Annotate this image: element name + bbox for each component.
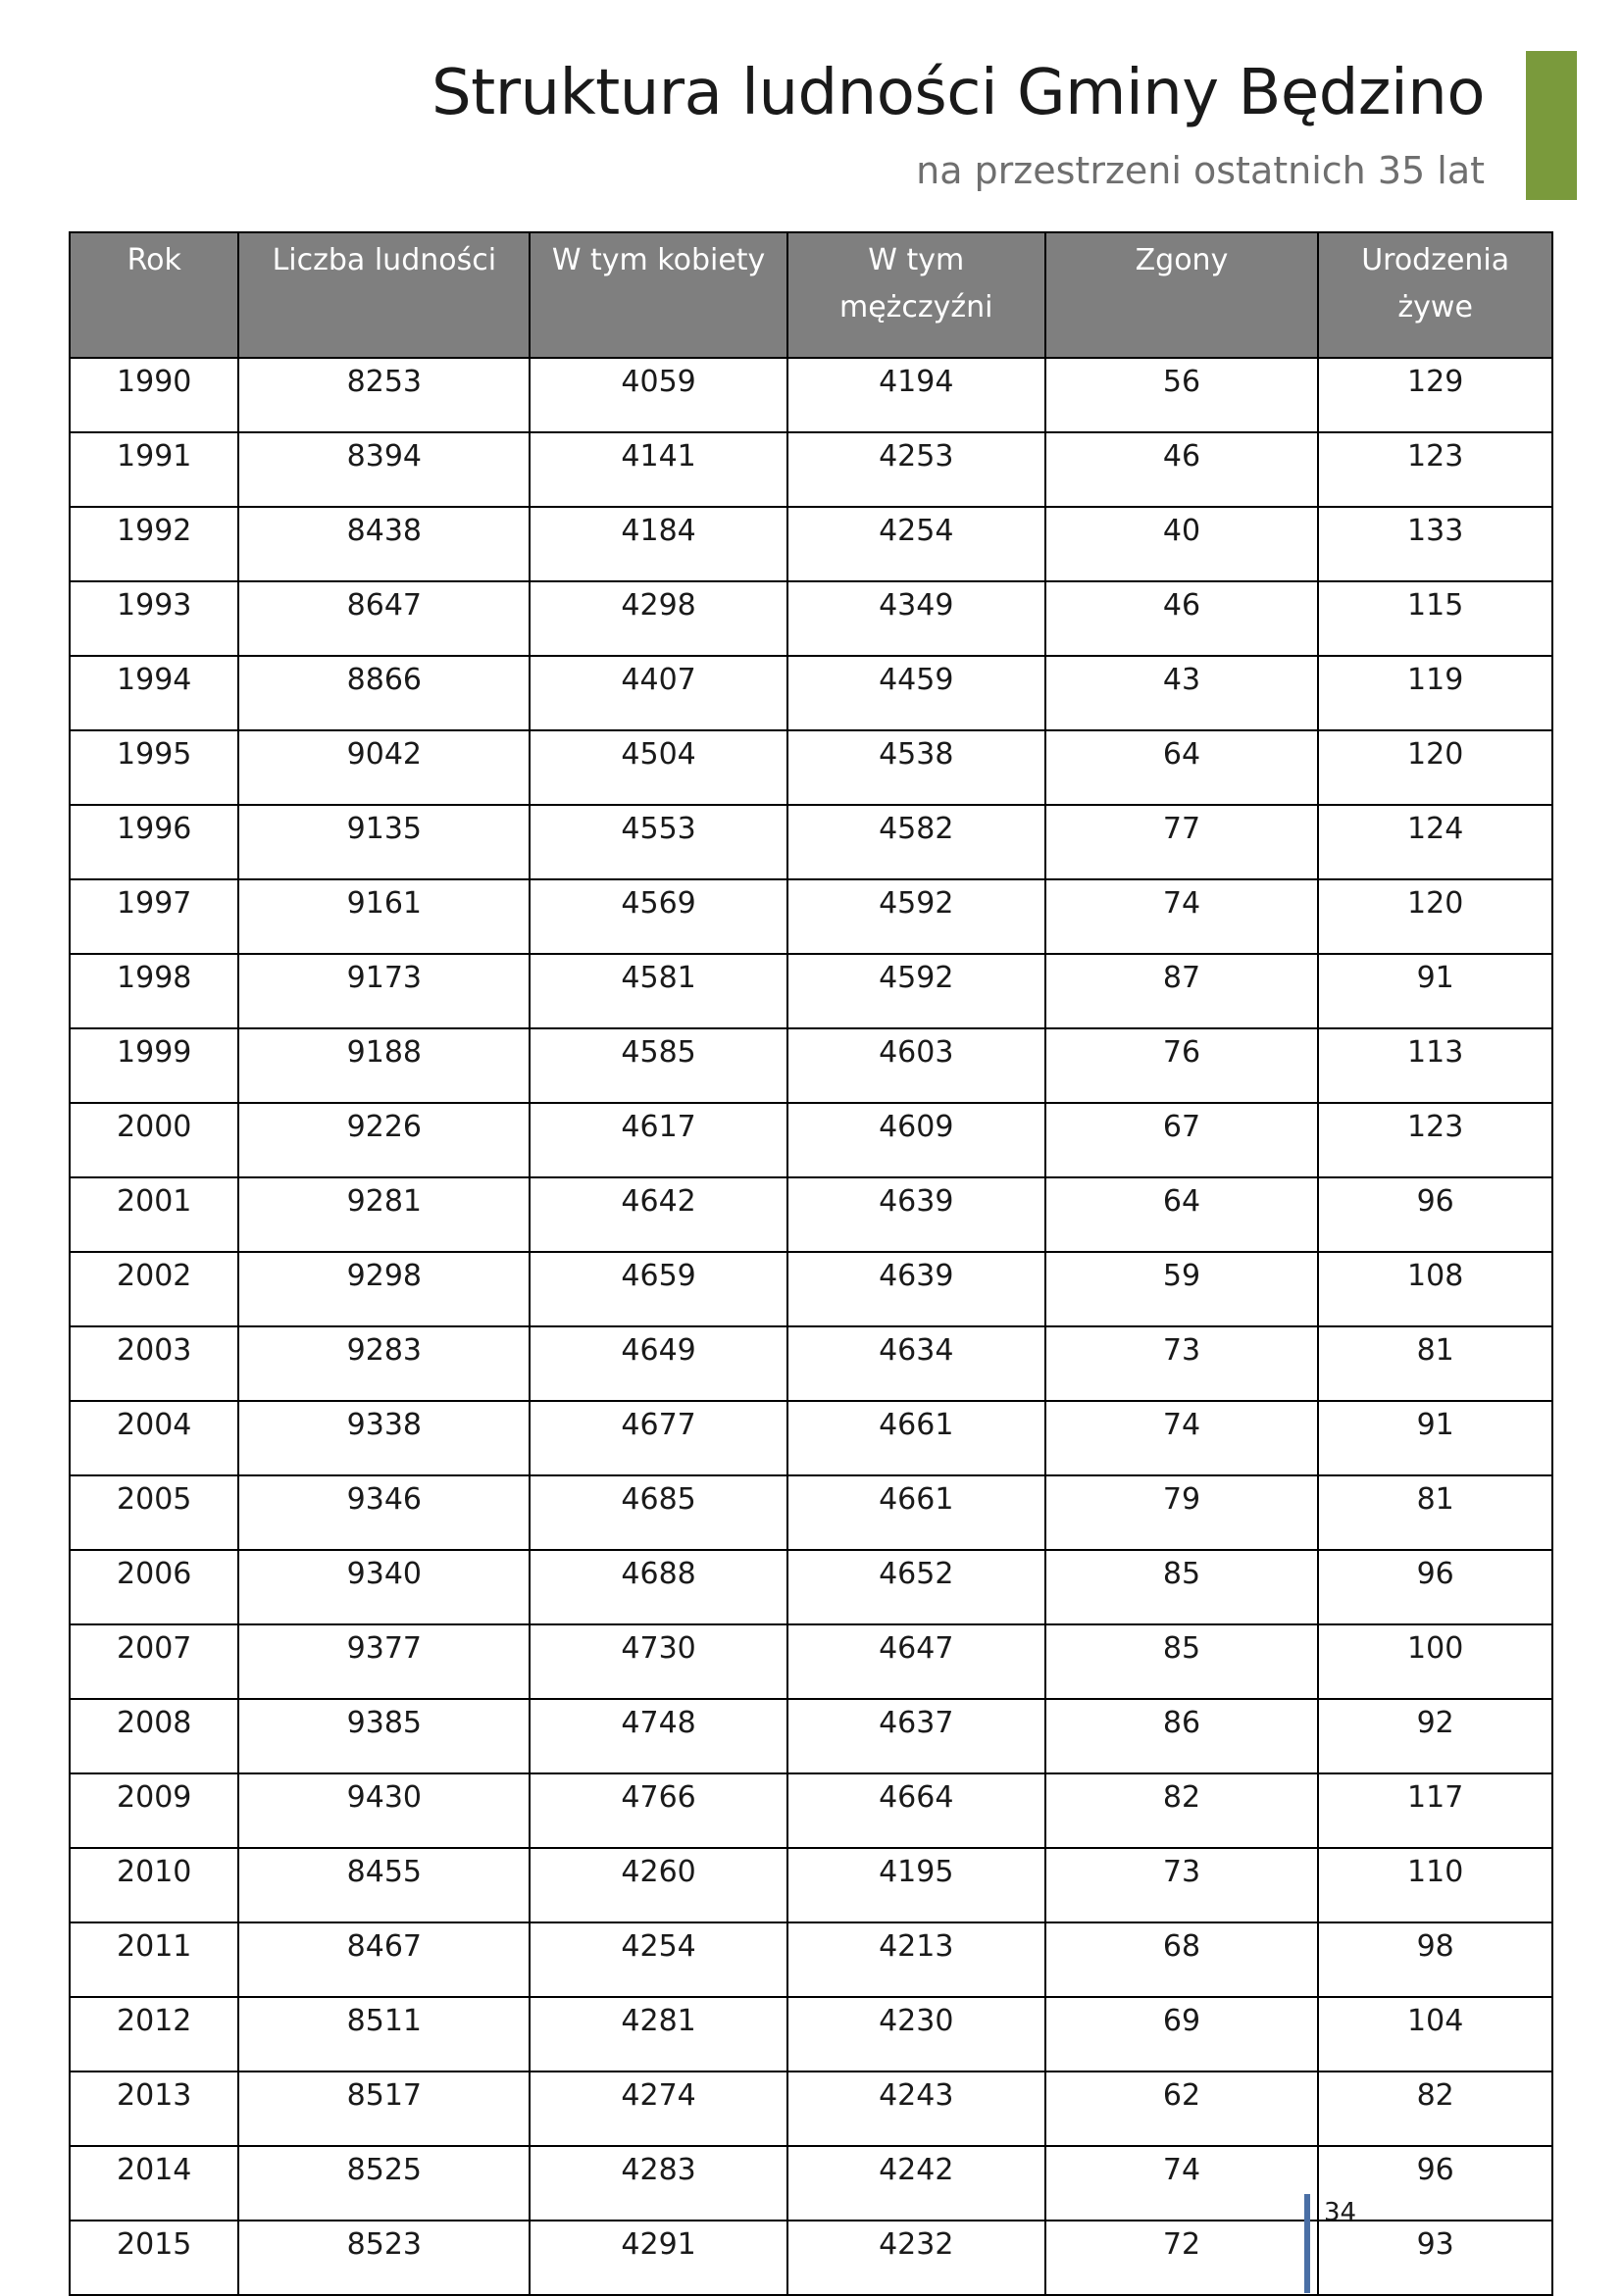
cell-deaths: 64 — [1045, 1177, 1319, 1252]
cell-births: 124 — [1318, 805, 1552, 879]
cell-women: 4407 — [530, 656, 787, 730]
cell-births: 133 — [1318, 507, 1552, 581]
cell-year: 1990 — [70, 358, 238, 432]
table-row — [70, 1401, 1552, 1475]
cell-births: 115 — [1318, 581, 1552, 656]
cell-men: 4538 — [787, 730, 1045, 805]
table-row — [70, 358, 1552, 432]
cell-deaths: 46 — [1045, 432, 1319, 507]
page-subtitle: na przestrzeni ostatnich 35 lat — [916, 149, 1485, 192]
cell-population: 9346 — [238, 1475, 530, 1550]
cell-births: 123 — [1318, 1103, 1552, 1177]
cell-population: 8438 — [238, 507, 530, 581]
cell-deaths: 46 — [1045, 581, 1319, 656]
table-row — [70, 1177, 1552, 1252]
cell-men: 4592 — [787, 879, 1045, 954]
cell-year: 1997 — [70, 879, 238, 954]
cell-births: 96 — [1318, 2146, 1552, 2221]
cell-year: 2004 — [70, 1401, 238, 1475]
cell-women: 4642 — [530, 1177, 787, 1252]
cell-year: 1993 — [70, 581, 238, 656]
page-number: 34 — [1324, 2198, 1357, 2227]
cell-deaths: 56 — [1045, 358, 1319, 432]
table-row — [70, 1848, 1552, 1922]
table-row — [70, 1997, 1552, 2071]
cell-deaths: 85 — [1045, 1550, 1319, 1624]
table-row — [70, 2071, 1552, 2146]
cell-year: 2009 — [70, 1773, 238, 1848]
cell-women: 4659 — [530, 1252, 787, 1326]
cell-deaths: 74 — [1045, 2146, 1319, 2221]
cell-births: 96 — [1318, 1550, 1552, 1624]
cell-population: 8647 — [238, 581, 530, 656]
cell-year: 1994 — [70, 656, 238, 730]
cell-men: 4639 — [787, 1177, 1045, 1252]
cell-births: 120 — [1318, 730, 1552, 805]
page-marker-bar — [1304, 2194, 1310, 2293]
table-row — [70, 1922, 1552, 1997]
cell-men: 4459 — [787, 656, 1045, 730]
cell-women: 4585 — [530, 1028, 787, 1103]
column-header-births: Urodzenia żywe — [1318, 232, 1552, 358]
cell-women: 4649 — [530, 1326, 787, 1401]
cell-year: 1999 — [70, 1028, 238, 1103]
cell-population: 9338 — [238, 1401, 530, 1475]
table-row — [70, 656, 1552, 730]
cell-men: 4647 — [787, 1624, 1045, 1699]
table-row — [70, 1773, 1552, 1848]
column-header-deaths: Zgony — [1045, 232, 1319, 358]
cell-men: 4253 — [787, 432, 1045, 507]
table-row — [70, 1475, 1552, 1550]
cell-women: 4553 — [530, 805, 787, 879]
cell-population: 9188 — [238, 1028, 530, 1103]
cell-men: 4661 — [787, 1475, 1045, 1550]
cell-population: 9226 — [238, 1103, 530, 1177]
cell-births: 113 — [1318, 1028, 1552, 1103]
cell-births: 82 — [1318, 2071, 1552, 2146]
cell-men: 4194 — [787, 358, 1045, 432]
cell-population: 8525 — [238, 2146, 530, 2221]
cell-year: 2000 — [70, 1103, 238, 1177]
cell-women: 4685 — [530, 1475, 787, 1550]
table-row — [70, 1103, 1552, 1177]
cell-population: 8866 — [238, 656, 530, 730]
cell-men: 4592 — [787, 954, 1045, 1028]
cell-population: 9281 — [238, 1177, 530, 1252]
cell-men: 4664 — [787, 1773, 1045, 1848]
table-row — [70, 1624, 1552, 1699]
cell-deaths: 82 — [1045, 1773, 1319, 1848]
cell-births: 96 — [1318, 1177, 1552, 1252]
cell-deaths: 73 — [1045, 1848, 1319, 1922]
cell-births: 129 — [1318, 358, 1552, 432]
cell-population: 8523 — [238, 2221, 530, 2295]
table-row — [70, 730, 1552, 805]
cell-population: 8253 — [238, 358, 530, 432]
cell-men: 4230 — [787, 1997, 1045, 2071]
cell-women: 4677 — [530, 1401, 787, 1475]
table-row — [70, 1252, 1552, 1326]
table-row — [70, 1550, 1552, 1624]
cell-year: 2010 — [70, 1848, 238, 1922]
cell-women: 4141 — [530, 432, 787, 507]
cell-population: 9298 — [238, 1252, 530, 1326]
cell-deaths: 73 — [1045, 1326, 1319, 1401]
page-title: Struktura ludności Gminy Będzino — [431, 57, 1485, 129]
cell-year: 2014 — [70, 2146, 238, 2221]
cell-women: 4569 — [530, 879, 787, 954]
cell-year: 1995 — [70, 730, 238, 805]
cell-deaths: 64 — [1045, 730, 1319, 805]
table-row — [70, 1699, 1552, 1773]
cell-population: 8394 — [238, 432, 530, 507]
table-row — [70, 581, 1552, 656]
cell-men: 4213 — [787, 1922, 1045, 1997]
cell-women: 4059 — [530, 358, 787, 432]
cell-women: 4766 — [530, 1773, 787, 1848]
cell-population: 8517 — [238, 2071, 530, 2146]
cell-deaths: 40 — [1045, 507, 1319, 581]
table-row — [70, 879, 1552, 954]
cell-population: 8467 — [238, 1922, 530, 1997]
cell-births: 91 — [1318, 954, 1552, 1028]
table-row — [70, 2221, 1552, 2295]
cell-year: 2008 — [70, 1699, 238, 1773]
cell-births: 81 — [1318, 1475, 1552, 1550]
cell-population: 9340 — [238, 1550, 530, 1624]
table-row — [70, 1028, 1552, 1103]
cell-women: 4688 — [530, 1550, 787, 1624]
cell-year: 2013 — [70, 2071, 238, 2146]
cell-deaths: 77 — [1045, 805, 1319, 879]
cell-men: 4242 — [787, 2146, 1045, 2221]
cell-women: 4260 — [530, 1848, 787, 1922]
cell-deaths: 85 — [1045, 1624, 1319, 1699]
cell-women: 4291 — [530, 2221, 787, 2295]
cell-deaths: 69 — [1045, 1997, 1319, 2071]
cell-births: 120 — [1318, 879, 1552, 954]
cell-population: 9430 — [238, 1773, 530, 1848]
cell-population: 9161 — [238, 879, 530, 954]
cell-year: 2015 — [70, 2221, 238, 2295]
cell-births: 98 — [1318, 1922, 1552, 1997]
cell-deaths: 59 — [1045, 1252, 1319, 1326]
column-header-women: W tym kobiety — [530, 232, 787, 358]
cell-births: 119 — [1318, 656, 1552, 730]
cell-deaths: 87 — [1045, 954, 1319, 1028]
cell-year: 2003 — [70, 1326, 238, 1401]
cell-deaths: 86 — [1045, 1699, 1319, 1773]
cell-women: 4581 — [530, 954, 787, 1028]
cell-year: 1998 — [70, 954, 238, 1028]
cell-men: 4637 — [787, 1699, 1045, 1773]
cell-men: 4639 — [787, 1252, 1045, 1326]
cell-population: 9385 — [238, 1699, 530, 1773]
cell-year: 2002 — [70, 1252, 238, 1326]
cell-year: 2001 — [70, 1177, 238, 1252]
cell-women: 4298 — [530, 581, 787, 656]
cell-deaths: 74 — [1045, 879, 1319, 954]
cell-year: 2006 — [70, 1550, 238, 1624]
cell-population: 9173 — [238, 954, 530, 1028]
cell-population: 8511 — [238, 1997, 530, 2071]
cell-men: 4254 — [787, 507, 1045, 581]
cell-women: 4748 — [530, 1699, 787, 1773]
accent-bar — [1526, 51, 1577, 200]
cell-births: 123 — [1318, 432, 1552, 507]
cell-men: 4609 — [787, 1103, 1045, 1177]
cell-population: 9377 — [238, 1624, 530, 1699]
cell-deaths: 43 — [1045, 656, 1319, 730]
cell-population: 8455 — [238, 1848, 530, 1922]
cell-men: 4195 — [787, 1848, 1045, 1922]
cell-men: 4603 — [787, 1028, 1045, 1103]
cell-year: 2012 — [70, 1997, 238, 2071]
population-table — [69, 231, 1553, 2296]
column-header-population: Liczba ludności — [238, 232, 530, 358]
cell-women: 4281 — [530, 1997, 787, 2071]
cell-men: 4232 — [787, 2221, 1045, 2295]
cell-men: 4634 — [787, 1326, 1045, 1401]
cell-women: 4283 — [530, 2146, 787, 2221]
cell-men: 4661 — [787, 1401, 1045, 1475]
cell-births: 93 — [1318, 2221, 1552, 2295]
cell-year: 1991 — [70, 432, 238, 507]
table-row — [70, 432, 1552, 507]
cell-deaths: 74 — [1045, 1401, 1319, 1475]
cell-women: 4254 — [530, 1922, 787, 1997]
cell-births: 108 — [1318, 1252, 1552, 1326]
cell-year: 2011 — [70, 1922, 238, 1997]
table-header-row — [70, 232, 1552, 358]
cell-population: 9042 — [238, 730, 530, 805]
cell-population: 9283 — [238, 1326, 530, 1401]
cell-year: 2005 — [70, 1475, 238, 1550]
cell-women: 4730 — [530, 1624, 787, 1699]
cell-births: 92 — [1318, 1699, 1552, 1773]
cell-year: 2007 — [70, 1624, 238, 1699]
cell-deaths: 79 — [1045, 1475, 1319, 1550]
cell-women: 4274 — [530, 2071, 787, 2146]
cell-deaths: 68 — [1045, 1922, 1319, 1997]
column-header-men: W tym mężczyźni — [787, 232, 1045, 358]
cell-men: 4582 — [787, 805, 1045, 879]
cell-deaths: 72 — [1045, 2221, 1319, 2295]
cell-deaths: 62 — [1045, 2071, 1319, 2146]
cell-population: 9135 — [238, 805, 530, 879]
cell-deaths: 67 — [1045, 1103, 1319, 1177]
cell-deaths: 76 — [1045, 1028, 1319, 1103]
cell-births: 110 — [1318, 1848, 1552, 1922]
table-body — [70, 358, 1552, 2295]
cell-men: 4652 — [787, 1550, 1045, 1624]
cell-men: 4349 — [787, 581, 1045, 656]
table-row — [70, 805, 1552, 879]
cell-women: 4504 — [530, 730, 787, 805]
cell-births: 91 — [1318, 1401, 1552, 1475]
cell-births: 81 — [1318, 1326, 1552, 1401]
cell-women: 4617 — [530, 1103, 787, 1177]
cell-births: 104 — [1318, 1997, 1552, 2071]
cell-year: 1992 — [70, 507, 238, 581]
table-row — [70, 1326, 1552, 1401]
table-row — [70, 507, 1552, 581]
cell-births: 117 — [1318, 1773, 1552, 1848]
cell-women: 4184 — [530, 507, 787, 581]
cell-men: 4243 — [787, 2071, 1045, 2146]
column-header-year: Rok — [70, 232, 238, 358]
cell-births: 100 — [1318, 1624, 1552, 1699]
table-row — [70, 954, 1552, 1028]
cell-year: 1996 — [70, 805, 238, 879]
